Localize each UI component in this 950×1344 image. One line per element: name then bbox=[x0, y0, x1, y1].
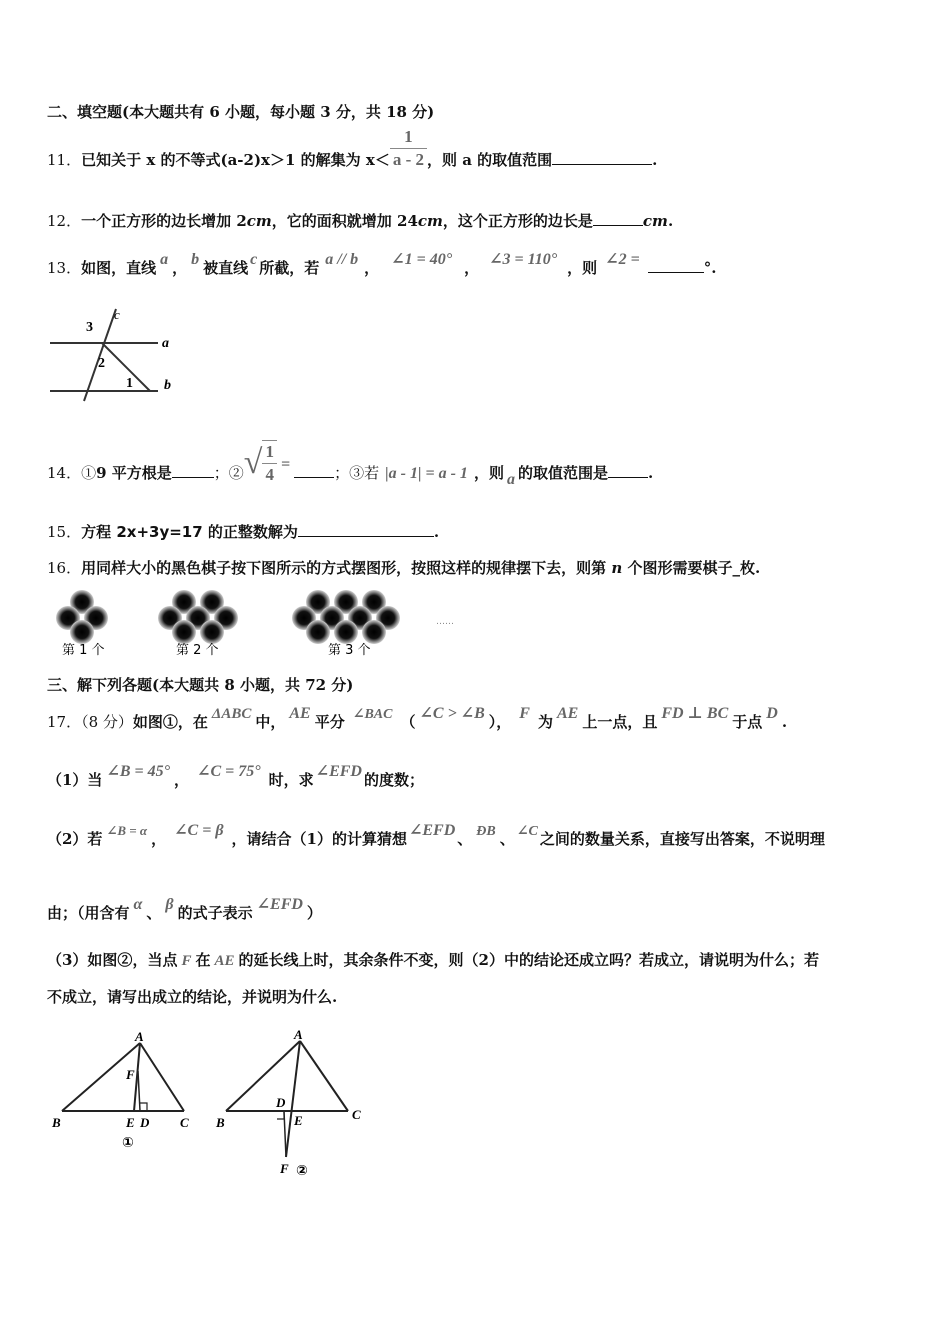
q17-text-c: 平分 bbox=[314, 713, 345, 731]
q17-text-d: 为 bbox=[537, 713, 553, 731]
q17-text-e: 上一点，且 bbox=[582, 713, 658, 731]
question-17 bbox=[47, 705, 788, 734]
q15-number: 15． bbox=[47, 523, 82, 541]
fig2-label-f: F bbox=[280, 1161, 289, 1176]
q14-sqrt: √ $\frac{1}{4}$ bbox=[244, 440, 277, 486]
q13-sep3: ， bbox=[464, 259, 480, 277]
pattern-2 bbox=[158, 590, 238, 644]
fig2-tag: ② bbox=[296, 1163, 308, 1179]
q15-end: . bbox=[433, 523, 440, 541]
q16-number: 16． bbox=[47, 559, 82, 577]
q17-2-v1: ∠EFD bbox=[408, 822, 456, 839]
q12-unit-1: cm bbox=[246, 212, 272, 230]
q17-1-cond-b: ∠B = 45° bbox=[106, 763, 171, 780]
question-17-part-3-line-2: 不成立，请写出成立的结论，并说明为什么. bbox=[47, 988, 338, 1006]
chess-piece bbox=[334, 620, 358, 644]
q12-text-c: ，这个正方形的边长是 bbox=[442, 212, 593, 230]
q17-2-efd: ∠EFD bbox=[256, 896, 303, 913]
q17-1-end: 的度数； bbox=[363, 771, 424, 789]
q14-text-f: 的取值范围是 bbox=[517, 464, 608, 482]
q17-2-text-b: 之间的数量关系，直接写出答案，不说明理 bbox=[539, 830, 825, 848]
q14-var-a: a bbox=[506, 471, 515, 488]
q15-text-b: 的正整数解为 bbox=[202, 523, 298, 541]
fig16-ellipsis: …… bbox=[436, 617, 454, 627]
q17-2-v3: ∠C bbox=[516, 824, 538, 839]
q13-var-b: b bbox=[191, 251, 200, 268]
q17-3-ae: AE bbox=[214, 953, 235, 969]
q14-sqrt-den: 4 bbox=[265, 465, 274, 484]
q13-text-c: 所截，若 bbox=[259, 259, 320, 277]
question-15 bbox=[47, 522, 439, 542]
chess-piece bbox=[362, 620, 386, 644]
q13-var-c: c bbox=[250, 251, 258, 268]
q17-f: F bbox=[519, 705, 530, 722]
fig1-label-d: D bbox=[140, 1115, 150, 1130]
q17-1-sep: ， bbox=[174, 771, 190, 789]
fig13-label-1: 1 bbox=[126, 376, 133, 391]
q12-text-b: ，它的面积就增加 24 bbox=[271, 212, 418, 230]
q13-ask: ∠2 = bbox=[605, 251, 640, 268]
q15-equation: 2x+3y=17 bbox=[116, 523, 203, 541]
q17-3-f: F bbox=[181, 953, 192, 969]
q13-text-a: 如图，直线 bbox=[81, 259, 157, 277]
pattern-3 bbox=[292, 590, 400, 644]
q14-text-b: 9 平方根是 bbox=[96, 464, 172, 482]
q17-2-sep: ， bbox=[151, 830, 167, 848]
q17-2-cond-b: ∠B = α bbox=[106, 823, 148, 838]
fig1-side-ac bbox=[140, 1043, 184, 1111]
question-17-part-3 bbox=[47, 950, 819, 971]
question-11 bbox=[47, 126, 658, 171]
q17-2-text-a: ，请结合（1）的计算猜想 bbox=[231, 830, 407, 848]
question-14 bbox=[47, 442, 654, 488]
q13-text-b: 被直线 bbox=[203, 259, 249, 277]
fig13-label-3: 3 bbox=[86, 320, 93, 335]
q14-sqrt-num: 1 bbox=[262, 441, 277, 464]
fig2-side-ab bbox=[226, 1041, 300, 1111]
fig1-tag: ① bbox=[122, 1135, 134, 1151]
q11-end: . bbox=[652, 151, 658, 169]
q17-3-text-b: 的延长线上时，其余条件不变，则（2）中的结论还成立吗？若成立，请说明为什么；若 bbox=[238, 951, 819, 969]
fig2-label-b: B bbox=[216, 1115, 225, 1130]
q11-fraction bbox=[390, 126, 427, 171]
q17-2-line2-a: 由；（用含有 bbox=[47, 904, 130, 922]
q17-triangle: ΔABC bbox=[211, 706, 252, 722]
fig2-label-e: E bbox=[294, 1113, 303, 1128]
chess-piece bbox=[70, 620, 94, 644]
q14-end: . bbox=[647, 464, 654, 482]
q11-frac-den: a - 2 bbox=[392, 149, 424, 169]
q17-2-label: （2）若 bbox=[47, 830, 103, 848]
q17-2-sep2: 、 bbox=[457, 830, 473, 848]
q17-ae: AE bbox=[289, 705, 311, 722]
fig1-label-f: F bbox=[126, 1067, 135, 1082]
q17-1-text: 时，求 bbox=[268, 771, 314, 789]
q17-number: 17． bbox=[47, 713, 82, 731]
q12-unit-3: cm bbox=[642, 212, 668, 230]
fig13-label-a: a bbox=[162, 336, 169, 351]
fig2-label-c: C bbox=[352, 1107, 361, 1122]
q12-number: 12． bbox=[47, 212, 82, 230]
q13-end: °. bbox=[703, 259, 717, 277]
chess-piece bbox=[200, 620, 224, 644]
q12-unit-2: cm bbox=[417, 212, 443, 230]
q16-text-b: 个图形需要棋子_枚. bbox=[622, 559, 761, 577]
fig1-label-e: E bbox=[126, 1115, 135, 1130]
q17-bac: ∠BAC bbox=[352, 707, 393, 722]
q17-ae2: AE bbox=[556, 705, 579, 722]
q17-text-b: 中， bbox=[255, 713, 286, 731]
question-17-part-2-line-2 bbox=[47, 896, 322, 924]
q17-2-line2-b: 的式子表示 bbox=[177, 904, 253, 922]
section-title-solve: 三、解下列各题(本大题共 8 小题，共 72 分) bbox=[47, 676, 354, 694]
q17-text-f: 于点 bbox=[732, 713, 763, 731]
q17-2-v2: ÐB bbox=[476, 824, 496, 839]
q13-text-d: ，则 bbox=[567, 259, 598, 277]
figure-16-chess-patterns bbox=[50, 586, 470, 658]
q15-text-a: 方程 bbox=[81, 523, 117, 541]
fig13-label-b: b bbox=[164, 378, 171, 393]
fig13-label-c: c bbox=[114, 307, 120, 322]
figure-17-2 bbox=[212, 1025, 372, 1179]
q17-2-cond-c: ∠C = β bbox=[174, 822, 224, 839]
q12-text-a: 一个正方形的边长增加 2 bbox=[81, 212, 247, 230]
question-12 bbox=[47, 211, 673, 231]
q11-text-b: ，则 a 的取值范围 bbox=[427, 151, 553, 169]
q14-text-c: ；② bbox=[213, 464, 244, 482]
q13-sep1: ， bbox=[172, 259, 188, 277]
q17-2-sep4: 、 bbox=[146, 904, 162, 922]
q13-cond-angle3: ∠3 = 110° bbox=[489, 251, 558, 268]
q17-2-line2-c: ） bbox=[306, 904, 322, 922]
q17-end: . bbox=[781, 713, 788, 731]
fig13-label-2: 2 bbox=[98, 356, 105, 371]
pattern-1 bbox=[56, 590, 108, 644]
q13-answer-blank[interactable] bbox=[648, 258, 704, 273]
figure-17-1 bbox=[48, 1025, 208, 1153]
fig2-right-angle-mark bbox=[277, 1111, 284, 1119]
q17-paren-open: （ bbox=[400, 713, 416, 731]
question-16 bbox=[47, 558, 760, 578]
q14-blank-2[interactable] bbox=[294, 463, 334, 478]
q17-d: D bbox=[766, 705, 778, 722]
q13-number: 13． bbox=[47, 259, 82, 277]
fig1-label-b: B bbox=[52, 1115, 61, 1130]
chess-piece bbox=[306, 620, 330, 644]
fig1-label-a: A bbox=[135, 1029, 144, 1044]
fig1-label-c: C bbox=[180, 1115, 189, 1130]
q11-number: 11． bbox=[47, 151, 82, 169]
q16-var-n: n bbox=[611, 559, 623, 577]
q11-text-a: 已知关于 x 的不等式(a-2)x＞1 的解集为 x＜ bbox=[81, 151, 390, 169]
q17-score: （8 分） bbox=[81, 713, 133, 731]
fig2-bisector-extended bbox=[286, 1041, 300, 1157]
q17-paren-close: ）， bbox=[488, 713, 512, 731]
chess-piece bbox=[172, 620, 196, 644]
fig2-label-a: A bbox=[294, 1027, 303, 1042]
fig1-perp-fd bbox=[138, 1071, 140, 1111]
q17-2-alpha: α bbox=[133, 896, 143, 913]
q17-1-cond-c: ∠C = 75° bbox=[197, 763, 261, 780]
q14-text-d: ；③若 bbox=[334, 464, 380, 482]
fig16-label-1: 第 1 个 bbox=[62, 643, 105, 658]
q17-2-sep3: 、 bbox=[499, 830, 515, 848]
q17-2-beta: β bbox=[165, 896, 174, 913]
q17-1-ask: ∠EFD bbox=[315, 763, 362, 780]
q14-blank-1[interactable] bbox=[172, 463, 214, 478]
q14-eq: = bbox=[280, 456, 291, 473]
q12-end: . bbox=[667, 212, 674, 230]
q14-abs-expr: |a - 1| = a - 1 bbox=[385, 465, 468, 482]
q14-text-e: ，则 bbox=[473, 464, 504, 482]
fig1-right-angle-mark bbox=[140, 1103, 147, 1111]
q13-cond-parallel: a // b bbox=[325, 251, 359, 268]
q17-cond: ∠C > ∠B bbox=[419, 705, 485, 722]
q13-sep2: ， bbox=[364, 259, 380, 277]
q15-answer-blank[interactable] bbox=[298, 522, 434, 537]
fig16-label-2: 第 2 个 bbox=[176, 643, 219, 658]
question-17-part-2 bbox=[47, 822, 825, 851]
q11-frac-num: 1 bbox=[390, 126, 427, 149]
section-title-fill-in: 二、填空题(本大题共有 6 小题，每小题 3 分，共 18 分) bbox=[47, 103, 435, 121]
q14-blank-3[interactable] bbox=[608, 463, 648, 478]
q14-text-a: ① bbox=[81, 464, 97, 482]
fig16-label-3: 第 3 个 bbox=[328, 643, 371, 658]
q14-number: 14． bbox=[47, 464, 82, 482]
q11-answer-blank[interactable] bbox=[552, 150, 652, 165]
q17-3-text-a: 在 bbox=[195, 951, 211, 969]
q12-answer-blank[interactable] bbox=[593, 211, 643, 226]
fig2-side-ac bbox=[300, 1041, 348, 1111]
question-17-part-1 bbox=[47, 763, 424, 791]
fig2-label-d: D bbox=[276, 1095, 286, 1110]
figure-13-parallel-lines bbox=[48, 305, 188, 405]
q17-perp: FD ⊥ BC bbox=[661, 705, 729, 722]
q13-var-a: a bbox=[160, 251, 169, 268]
question-13 bbox=[47, 251, 717, 279]
q17-1-label: （1）当 bbox=[47, 771, 103, 789]
q17-3-label: （3）如图②，当点 bbox=[47, 951, 178, 969]
q17-text-a: 如图①，在 bbox=[132, 713, 208, 731]
q13-cond-angle1: ∠1 = 40° bbox=[391, 251, 453, 268]
q16-text-a: 用同样大小的黑色棋子按下图所示的方式摆图形，按照这样的规律摆下去，则第 bbox=[81, 559, 612, 577]
